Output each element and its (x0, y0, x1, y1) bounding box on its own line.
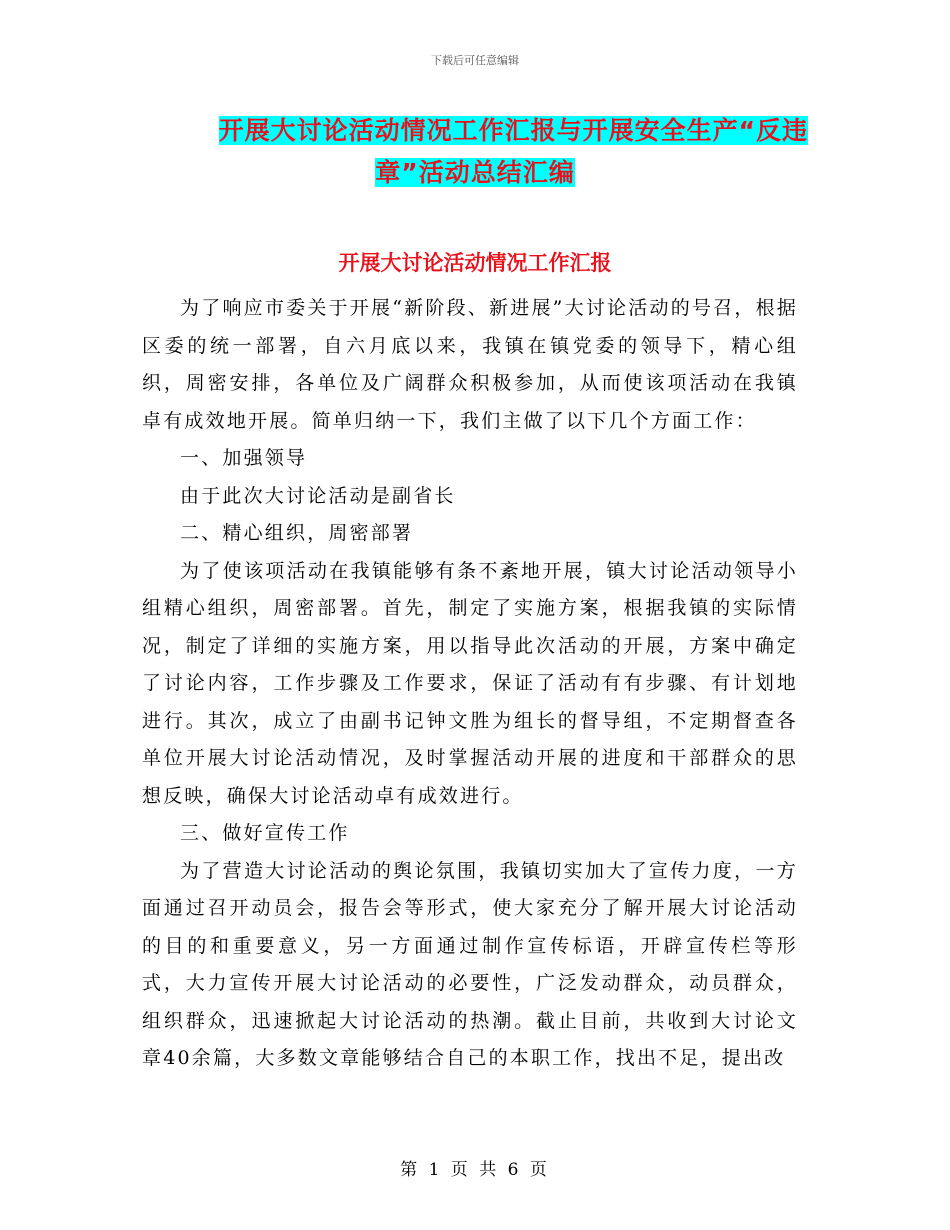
paragraph-1: 由于此次大讨论活动是副省长 (180, 484, 456, 507)
page-footer: 第 1 页 共 6 页 (400, 1160, 550, 1180)
heading-1: 一、加强领导 (180, 447, 308, 469)
document-title (142, 110, 808, 194)
document-body (142, 270, 798, 1078)
paragraph-3: 为了营造大讨论活动的舆论氛围，我镇切实加大了宣传力度，一方面通过召开动员会，报告会等形式，使大家充分了解开展大讨论活动的目的和重要意义，另一方面通过制作宣传标语，开辟宣传栏等形式，大力宣传开展大讨论活动的必要性，广泛发动群众，动员群众，组织群众，迅速掀起大讨论活动的热潮。截止目前，共收到大讨论文章40余篇，大多数文章能够结合自己的本职工作，找出不足，提出改 (142, 859, 798, 1069)
page-header-note: 下载后可任意编辑 (431, 54, 519, 67)
section-title: 开展大讨论活动情况工作汇报 (338, 251, 612, 275)
title-line-1: 开展大讨论活动情况工作汇报与开展安全生产“反违 (218, 116, 808, 145)
heading-2: 二、精心组织，周密部署 (180, 522, 414, 544)
paragraph-2: 为了使该项活动在我镇能够有条不紊地开展，镇大讨论活动领导小组精心组织，周密部署。首先，制定了实施方案，根据我镇的实际情况，制定了详细的实施方案，用以指导此次活动的开展，方案中确定了讨论内容，工作步骤及工作要求，保证了活动有有步骤、有计划地进行。其次，成立了由副书记钟文胜为组长的督导组，不定期督查各单位开展大讨论活动情况，及时掌握活动开展的进度和干部群众的思想反映，确保大讨论活动卓有成效进行。 (142, 559, 798, 807)
paragraph-intro: 为了响应市委关于开展“新阶段、新进展”大讨论活动的号召，根据区委的统一部署，自六月底以来，我镇在镇党委的领导下，精心组织，周密安排，各单位及广阔群众积极参加，从而使该项活动在我镇卓有成效地开展。简单归纳一下，我们主做了以下几个方面工作： (142, 297, 798, 432)
title-line-2: 章”活动总结汇编 (375, 158, 575, 187)
heading-3: 三、做好宣传工作 (180, 822, 350, 844)
